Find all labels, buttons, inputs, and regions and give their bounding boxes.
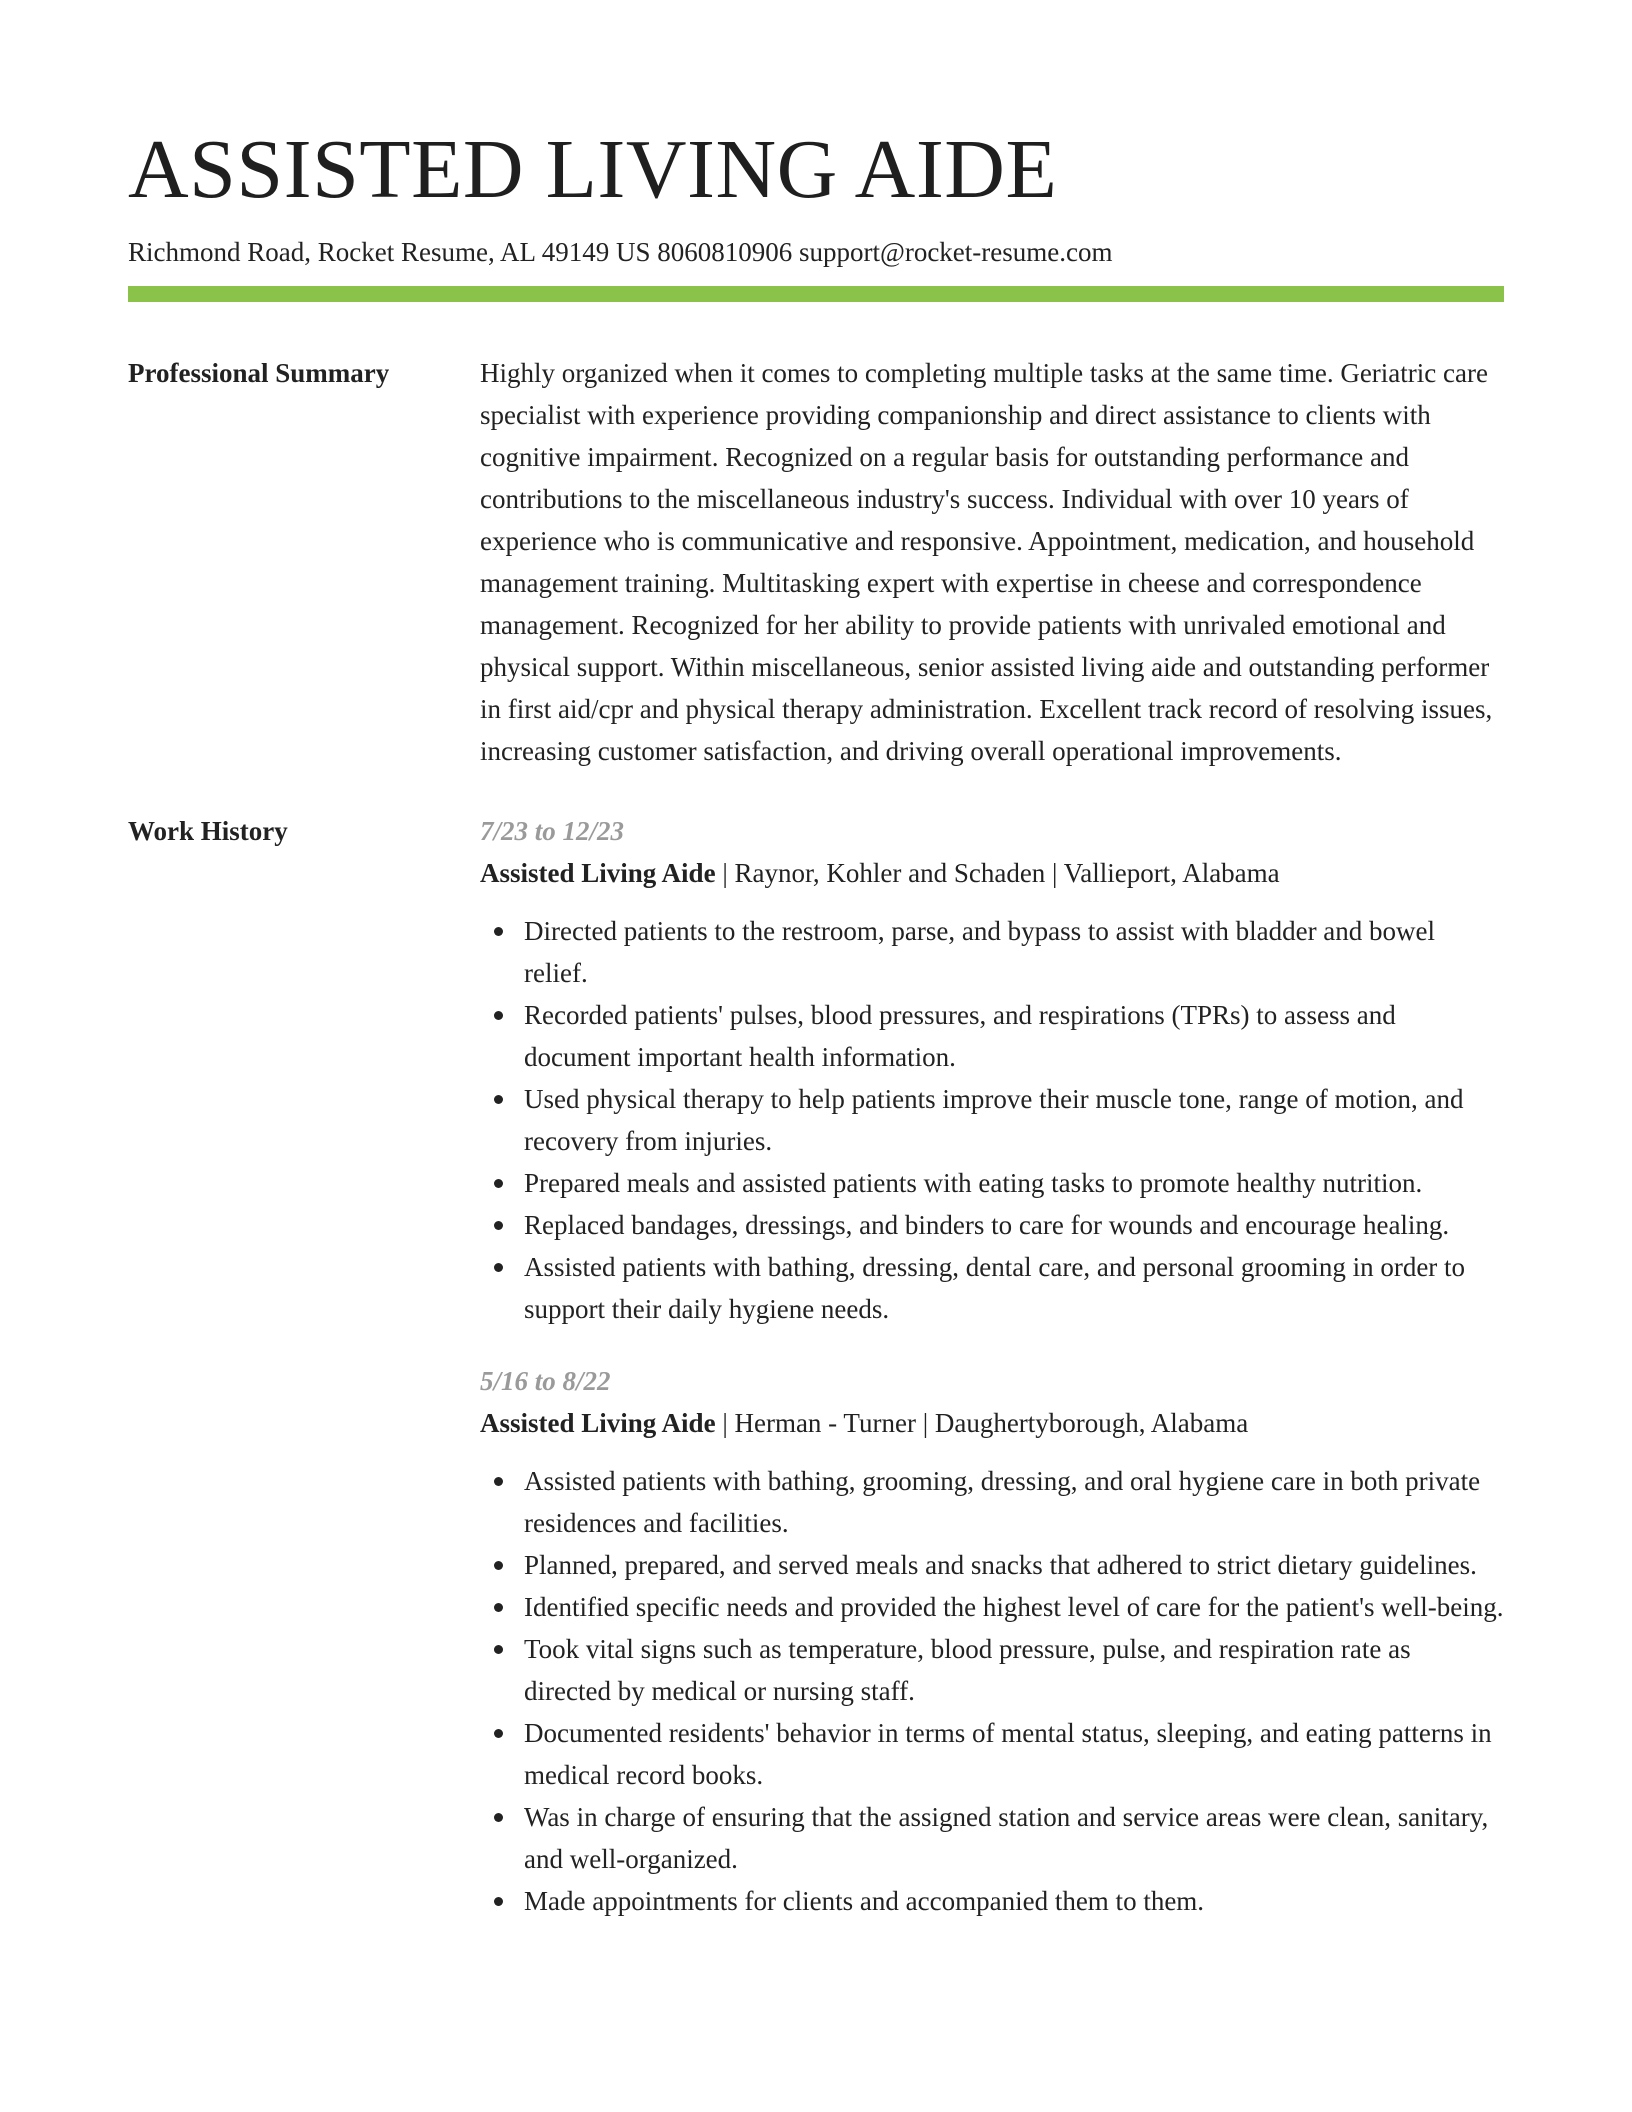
bullet-dot-icon — [494, 1477, 503, 1486]
work-history-section — [128, 810, 1504, 1922]
job-dates: 7/23 to 12/23 — [480, 816, 625, 846]
list-item — [480, 1712, 1504, 1796]
job-details: | Herman - Turner | Daughertyborough, Alabama — [715, 1408, 1249, 1438]
resume-page — [128, 118, 1504, 1922]
work-body — [480, 810, 1504, 1922]
job-role: Assisted Living Aide — [480, 858, 716, 888]
bullet-dot-icon — [494, 1813, 503, 1822]
list-item — [480, 1204, 1504, 1246]
job-details: | Raynor, Kohler and Schaden | Vallieport, Alabama — [715, 858, 1280, 888]
job-dates: 5/16 to 8/22 — [480, 1366, 611, 1396]
bullet-dot-icon — [494, 1011, 503, 1020]
bullet-text: Used physical therapy to help patients improve their muscle tone, range of motion, and recovery from injuries. — [524, 1084, 1464, 1156]
bullet-text: Assisted patients with bathing, dressing, dental care, and personal grooming in order to support their daily hygiene needs. — [524, 1252, 1466, 1324]
job-role: Assisted Living Aide — [480, 1408, 716, 1438]
accent-divider — [128, 286, 1504, 302]
list-item — [480, 1246, 1504, 1330]
list-item — [480, 1628, 1504, 1712]
section-label-work: Work History — [128, 816, 288, 846]
bullet-text: Took vital signs such as temperature, blood pressure, pulse, and respiration rate as directed by medical or nursing staff. — [524, 1634, 1411, 1706]
resume-name: ASSISTED LIVING AIDE — [128, 123, 1058, 216]
bullet-dot-icon — [494, 1221, 503, 1230]
list-item — [480, 1880, 1504, 1922]
bullet-dot-icon — [494, 1897, 503, 1906]
list-item — [480, 994, 1504, 1078]
bullet-dot-icon — [494, 1729, 503, 1738]
job-entry — [480, 1360, 1504, 1922]
list-item — [480, 1162, 1504, 1204]
summary-body — [480, 352, 1504, 772]
bullet-text: Planned, prepared, and served meals and snacks that adhered to strict dietary guidelines. — [524, 1550, 1477, 1580]
professional-summary-section — [128, 352, 1504, 772]
list-item — [480, 910, 1504, 994]
bullet-text: Recorded patients' pulses, blood pressures, and respirations (TPRs) to assess and document important health information. — [524, 1000, 1396, 1072]
bullet-dot-icon — [494, 1095, 503, 1104]
bullet-text: Assisted patients with bathing, grooming, dressing, and oral hygiene care in both private residences and facilities. — [524, 1466, 1481, 1538]
section-label-summary: Professional Summary — [128, 358, 390, 388]
bullet-text: Replaced bandages, dressings, and binders to care for wounds and encourage healing. — [524, 1210, 1450, 1240]
list-item — [480, 1586, 1504, 1628]
bullet-text: Directed patients to the restroom, parse, and bypass to assist with bladder and bowel relief. — [524, 916, 1436, 988]
list-item — [480, 1544, 1504, 1586]
bullet-dot-icon — [494, 1561, 503, 1570]
list-item — [480, 1078, 1504, 1162]
summary-text: Highly organized when it comes to completing multiple tasks at the same time. Geriatric care specialist with experience providing companionship and direct assistance to clients with cognitive impairment. Recognized on a regular basis for outstanding performance and contributions to the miscellaneous industry's success. Individual with over 10 years of experience who is communicative and responsive. Appointment, medication, and household management training. Multitasking expert with expertise in cheese and correspondence management. Recognized for her ability to provide patients with unrivaled emotional and physical support. Within miscellaneous, senior assisted living aide and outstanding performer in first aid/cpr and physical therapy administration. Excellent track record of resolving issues, increasing customer satisfaction, and driving overall operational improvements. — [480, 358, 1493, 766]
bullet-text: Prepared meals and assisted patients with eating tasks to promote healthy nutrition. — [524, 1168, 1423, 1198]
job-bullet-list — [480, 1460, 1504, 1922]
bullet-text: Was in charge of ensuring that the assigned station and service areas were clean, sanitary, and well-organized. — [524, 1802, 1489, 1874]
job-bullet-list — [480, 910, 1504, 1330]
list-item — [480, 1796, 1504, 1880]
bullet-text: Made appointments for clients and accompanied them to them. — [524, 1886, 1205, 1916]
job-title-line — [480, 852, 1504, 894]
bullet-dot-icon — [494, 1645, 503, 1654]
bullet-text: Identified specific needs and provided the highest level of care for the patient's well-being. — [524, 1592, 1504, 1622]
contact-line: Richmond Road, Rocket Resume, AL 49149 US 8060810906 support@rocket-resume.com — [128, 237, 1113, 267]
job-title-line — [480, 1402, 1504, 1444]
bullet-text: Documented residents' behavior in terms of mental status, sleeping, and eating patterns in medical record books. — [524, 1718, 1492, 1790]
job-entry — [480, 810, 1504, 1330]
bullet-dot-icon — [494, 927, 503, 936]
bullet-dot-icon — [494, 1179, 503, 1188]
list-item — [480, 1460, 1504, 1544]
bullet-dot-icon — [494, 1603, 503, 1612]
bullet-dot-icon — [494, 1263, 503, 1272]
